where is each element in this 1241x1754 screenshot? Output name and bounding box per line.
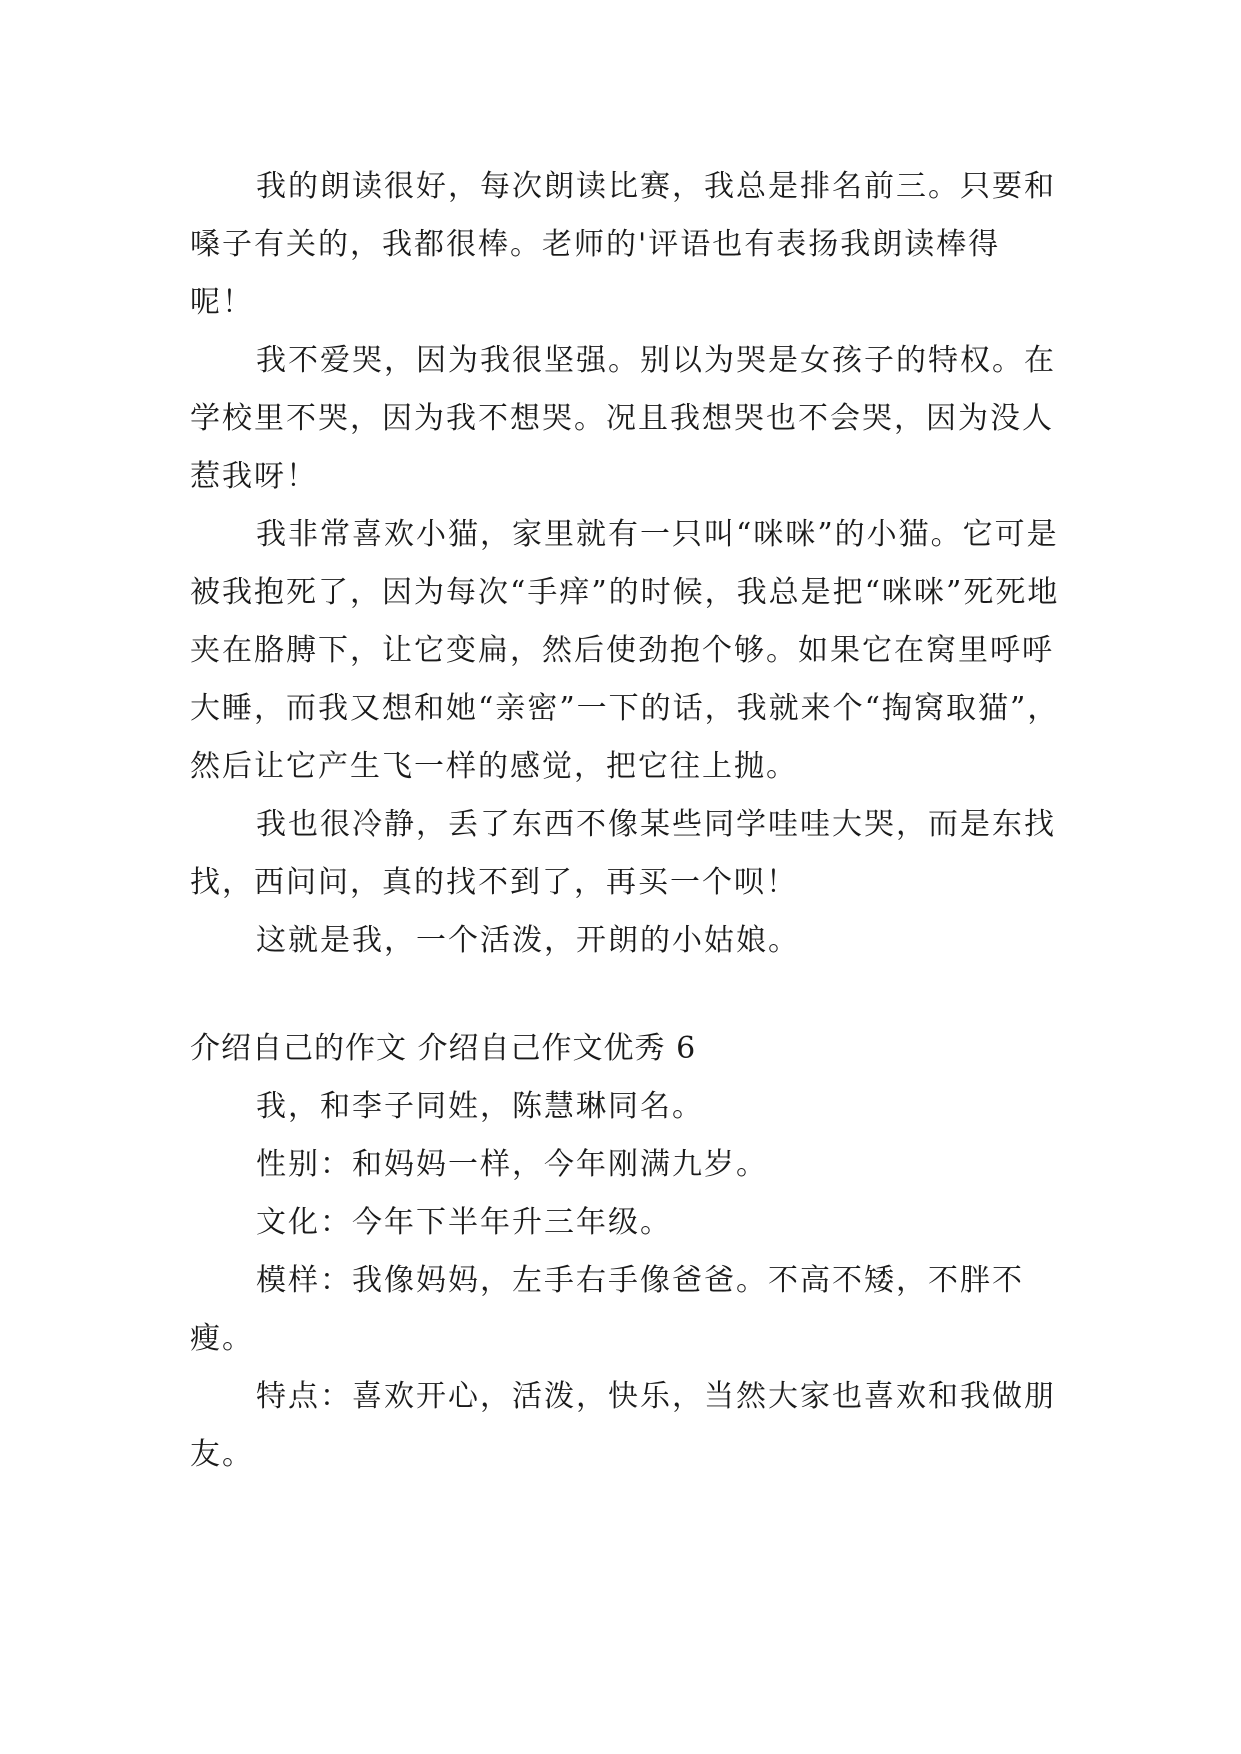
- paragraph-cat: 我非常喜欢小猫，家里就有一只叫“咪咪”的小猫。它可是被我抱死了，因为每次“手痒”的时候，我总是把“咪咪”死死地夹在胳膊下，让它变扁，然后使劲抱个够。如果它在窝里呼呼大睡，而我又想和她“亲密”一下的话，我就来个“掏窝取猫”，然后让它产生飞一样的感觉，把它往上抛。: [190, 517, 1060, 784]
- document-body: [190, 158, 1060, 1484]
- paragraph-appearance: 模样：我像妈妈，左手右手像爸爸。不高不矮，不胖不瘦。: [190, 1263, 1024, 1356]
- paragraph-traits: 特点：喜欢开心，活泼，快乐，当然大家也喜欢和我做朋友。: [190, 1379, 1056, 1472]
- paragraph-name: 我，和李子同姓，陈慧琳同名。: [256, 1089, 704, 1124]
- paragraph-gender: 性别：和妈妈一样，今年刚满九岁。: [256, 1147, 768, 1182]
- paragraph-reading: 我的朗读很好，每次朗读比赛，我总是排名前三。只要和嗓子有关的，我都很棒。老师的'评语也有表扬我朗读棒得呢！: [190, 169, 1056, 320]
- section-gap: [190, 970, 1060, 1020]
- section-heading: 介绍自己的作文 介绍自己作文优秀 6: [190, 1031, 697, 1066]
- paragraph-education: 文化：今年下半年升三年级。: [256, 1205, 672, 1240]
- paragraph-calm: 我也很冷静，丢了东西不像某些同学哇哇大哭，而是东找找，西问问，真的找不到了，再买一个呗！: [190, 807, 1056, 900]
- paragraph-not-crying: 我不爱哭，因为我很坚强。别以为哭是女孩子的特权。在学校里不哭，因为我不想哭。况且我想哭也不会哭，因为没人惹我呀！: [190, 343, 1056, 494]
- paragraph-summary: 这就是我，一个活泼，开朗的小姑娘。: [256, 923, 800, 958]
